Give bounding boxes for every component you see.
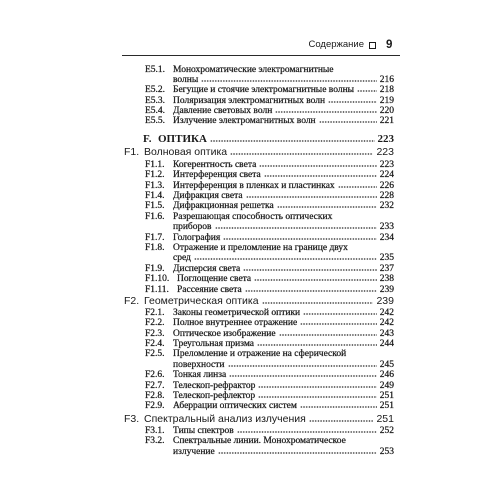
entry-title-continued: волны (173, 74, 199, 85)
dot-leader (228, 365, 377, 367)
entry-title: Треугольная призма (173, 339, 255, 350)
entry-line (122, 222, 394, 232)
entry-page-number: 221 (379, 116, 394, 127)
dot-leader (262, 302, 374, 304)
entry-page-number: 251 (379, 391, 394, 402)
entry-number: F1.5. (145, 201, 165, 212)
section-page-number: 239 (376, 294, 394, 307)
entry-page-number: 251 (379, 401, 394, 412)
entry-number: F1.4. (145, 191, 165, 202)
section-f3-entries (122, 426, 394, 457)
dot-leader (338, 186, 377, 188)
toc-entry (122, 426, 394, 436)
dot-leader (215, 227, 377, 229)
section-title: Спектральный анализ излучения (144, 412, 306, 425)
section-f2-entries (122, 308, 394, 412)
running-header (0, 0, 500, 60)
entry-page-number: 253 (379, 446, 394, 457)
entry-line (122, 253, 394, 263)
entry-title: Поляризация электромагнитных волн (173, 95, 326, 106)
dot-leader (245, 290, 377, 292)
entry-title: Когерентность света (173, 159, 257, 170)
entry-line (122, 349, 394, 359)
dot-leader (264, 175, 377, 177)
entry-title: Тонкая линза (173, 370, 227, 381)
dot-leader (258, 386, 376, 388)
dot-leader (275, 111, 376, 113)
toc-entry (122, 85, 394, 95)
toc-entry (122, 170, 394, 180)
dot-leader (257, 344, 377, 346)
dot-leader (254, 279, 377, 281)
toc-entry (122, 318, 394, 328)
dot-leader (229, 375, 377, 377)
header-title: Содержание (308, 39, 364, 50)
header-rule (122, 55, 400, 56)
entry-page-number: 242 (379, 307, 394, 318)
entry-title: Законы геометрической оптики (173, 307, 301, 318)
toc-section-entry (122, 413, 394, 425)
entry-page-number: 216 (379, 74, 394, 85)
entry-page-number: 233 (379, 222, 394, 233)
entry-title: Дисперсия света (173, 263, 241, 274)
section-f1-entries (122, 160, 394, 295)
entry-title: Аберрации оптических систем (173, 401, 297, 412)
toc-entry (122, 212, 394, 233)
dot-leader (237, 431, 377, 433)
dot-leader (246, 196, 377, 198)
toc-entry (122, 274, 394, 284)
toc-entry (122, 181, 394, 191)
entry-page-number: 234 (379, 232, 394, 243)
entry-number: F2.8. (145, 391, 165, 402)
entry-page-number: 245 (379, 359, 394, 370)
entry-page-number: 228 (379, 191, 394, 202)
entry-page-number: 238 (379, 274, 394, 285)
entry-page-number: 239 (379, 284, 394, 295)
toc-entry (122, 65, 394, 86)
entry-line (122, 243, 394, 253)
entry-number: F2.2. (145, 318, 165, 329)
entry-page-number: 226 (379, 180, 394, 191)
entry-number: F1.6. (145, 211, 165, 222)
dot-leader (277, 206, 377, 208)
section-page-number: 223 (376, 145, 394, 158)
entry-number: F2.1. (145, 307, 165, 318)
section-number: F2. (124, 294, 140, 307)
entry-line (122, 436, 394, 446)
entry-title: Дифракция света (173, 191, 243, 202)
entry-page-number: 237 (379, 263, 394, 274)
toc-entry (122, 96, 394, 106)
toc-entry (122, 391, 394, 401)
entry-line (122, 360, 394, 370)
entry-title: Излучение электромагнитных волн (173, 116, 316, 127)
section-e5-entries (122, 65, 394, 127)
entry-title: Оптическое изображение (173, 328, 276, 339)
entry-page-number: 235 (379, 253, 394, 264)
entry-number: F1.10. (145, 274, 170, 285)
dot-leader (258, 396, 377, 398)
entry-title-continued: излучение (173, 446, 215, 457)
part-page-number: 223 (377, 132, 394, 145)
square-icon (369, 42, 376, 49)
entry-page-number: 218 (379, 85, 394, 96)
toc-entry (122, 243, 394, 264)
entry-line (122, 212, 394, 222)
dot-leader (201, 80, 376, 82)
entry-page-number: 252 (379, 425, 394, 436)
entry-number: F1.9. (145, 263, 165, 274)
toc-section-entry (122, 295, 394, 307)
entry-title: Интерференция света (173, 170, 261, 181)
dot-leader (319, 121, 377, 123)
entry-number: F1.1. (145, 159, 165, 170)
entry-page-number: 232 (379, 201, 394, 212)
dot-leader (223, 238, 377, 240)
entry-number: F2.4. (145, 339, 165, 350)
entry-page-number: 243 (379, 328, 394, 339)
entry-page-number: 246 (379, 370, 394, 381)
entry-title: Поглощение света (177, 274, 252, 285)
entry-number: F1.7. (145, 232, 165, 243)
dot-leader (218, 452, 377, 454)
entry-title: Типы спектров (173, 425, 234, 436)
toc-entry (122, 233, 394, 243)
toc-entry (122, 264, 394, 274)
entry-number: F1.11. (145, 284, 169, 295)
entry-title: Полное внутреннее отражение (173, 318, 298, 329)
entry-number: E5.4. (145, 106, 166, 117)
toc-entry (122, 381, 394, 391)
entry-title: Дифракционная решетка (173, 201, 274, 212)
entry-page-number: 223 (379, 159, 394, 170)
toc-entry (122, 339, 394, 349)
dot-leader (309, 420, 374, 422)
entry-page-number: 220 (379, 106, 394, 117)
table-of-contents (122, 65, 394, 458)
dot-leader (357, 90, 377, 92)
entry-number: E5.1. (145, 64, 166, 75)
toc-entry (122, 106, 394, 116)
entry-number: E5.5. (145, 116, 166, 127)
entry-number: F2.5. (145, 349, 165, 360)
entry-title: Интерференция в пленках и пластинках (173, 180, 335, 191)
toc-entry (122, 285, 394, 295)
toc-entry (122, 370, 394, 380)
entry-line (122, 65, 394, 75)
dot-leader (300, 406, 377, 408)
section-title: Волновая оптика (144, 145, 228, 158)
entry-title: Бегущие и стоячие электромагнитные волны (173, 85, 355, 96)
toc-entry (122, 329, 394, 339)
toc-entry (122, 191, 394, 201)
entry-page-number: 242 (379, 318, 394, 329)
entry-number: F3.2. (145, 436, 165, 447)
entry-title-continued: поверхности (173, 359, 225, 370)
section-number: F1. (124, 145, 140, 158)
toc-section-entry (122, 146, 394, 158)
entry-title-continued: приборов (173, 222, 212, 233)
entry-number: E5.2. (145, 85, 166, 96)
entry-line (122, 447, 394, 457)
entry-number: F2.7. (145, 380, 165, 391)
dot-leader (210, 140, 375, 142)
entry-number: F2.9. (145, 401, 165, 412)
entry-number: F2.3. (145, 328, 165, 339)
entry-line (122, 75, 394, 85)
entry-page-number: 244 (379, 339, 394, 350)
entry-number: F1.2. (145, 170, 165, 181)
section-page-number: 251 (376, 412, 394, 425)
entry-title: Спектральные линии. Монохроматическое (173, 436, 346, 447)
dot-leader (279, 334, 377, 336)
toc-entry (122, 308, 394, 318)
toc-entry (122, 436, 394, 457)
entry-title: Рассеяние света (177, 284, 242, 295)
toc-entry (122, 160, 394, 170)
dot-leader (328, 101, 377, 103)
part-number: F. (143, 132, 152, 145)
dot-leader (194, 258, 377, 260)
toc-entry (122, 116, 394, 126)
entry-page-number: 249 (379, 380, 394, 391)
entry-number: E5.3. (145, 95, 166, 106)
dot-leader (243, 269, 377, 271)
part-title: ОПТИКА (158, 132, 207, 145)
dot-leader (259, 165, 376, 167)
entry-title: Разрешающая способность оптических (173, 211, 333, 222)
entry-page-number: 224 (379, 170, 394, 181)
toc-entry (122, 349, 394, 370)
toc-entry (122, 201, 394, 211)
section-title: Геометрическая оптика (144, 294, 259, 307)
entry-number: F1.8. (145, 242, 165, 253)
dot-leader (230, 153, 373, 155)
entry-title: Давление световых волн (173, 106, 273, 117)
dot-leader (300, 323, 377, 325)
entry-title: Отражение и преломление на границе двух (173, 242, 348, 253)
section-number: F3. (124, 412, 140, 425)
entry-page-number: 219 (379, 95, 394, 106)
entry-title-continued: сред (173, 253, 191, 264)
entry-title: Телескоп-рефрактор (173, 380, 256, 391)
header-page-number: 9 (386, 39, 393, 51)
dot-leader (303, 313, 377, 315)
entry-title: Телескоп-рефлектор (173, 391, 256, 402)
entry-number: F2.6. (145, 370, 165, 381)
entry-title: Преломление и отражение на сферической (173, 349, 347, 360)
toc-part-entry (122, 132, 394, 146)
entry-title: Монохроматические электромагнитные (173, 64, 334, 75)
entry-number: F3.1. (145, 425, 165, 436)
entry-title: Голография (173, 232, 221, 243)
entry-number: F1.3. (145, 180, 165, 191)
toc-entry (122, 401, 394, 411)
